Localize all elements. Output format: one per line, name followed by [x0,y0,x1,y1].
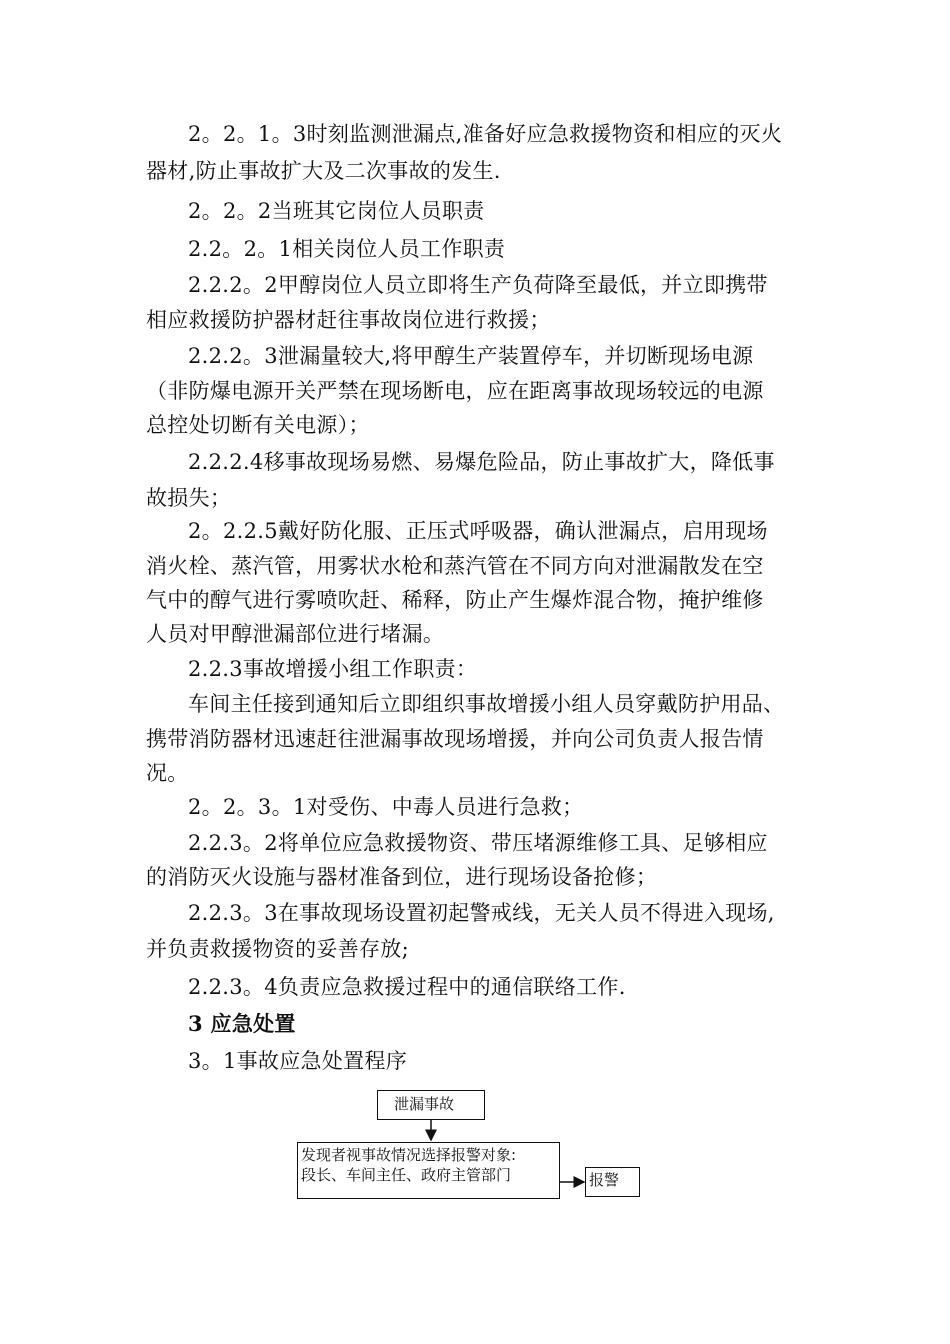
paragraph-line: 2.2.2。3泄漏量较大,将甲醇生产装置停车，并切断现场电源 [188,344,754,368]
paragraph-line: 2.2.2。2甲醇岗位人员立即将生产负荷降至最低，并立即携带 [188,273,768,297]
paragraph-line: 况。 [146,761,189,785]
paragraph-line: 2.2.2.4移事故现场易燃、易爆危险品，防止事故扩大，降低事 [188,450,775,474]
paragraph-line: 2。2。2当班其它岗位人员职责 [188,199,485,223]
paragraph-line: 2。2.2.5戴好防化服、正压式呼吸器，确认泄漏点，启用现场 [188,519,768,543]
paragraph-line: 人员对甲醇泄漏部位进行堵漏。 [146,622,445,646]
paragraph-line: 2.2.3事故增援小组工作职责： [188,657,478,681]
paragraph-line: 2.2.3。2将单位应急救援物资、带压堵源维修工具、足够相应 [188,831,768,855]
paragraph-line: 器材,防止事故扩大及二次事故的发生. [146,159,501,183]
flow-box-label: 报警 [589,1171,620,1189]
paragraph-line: 2.2.3。4负责应急救援过程中的通信联络工作. [188,975,626,999]
paragraph-line: 2。2。1。3时刻监测泄漏点,准备好应急救援物资和相应的灭火 [188,122,783,146]
paragraph-line: 2.2.3。3在事故现场设置初起警戒线，无关人员不得进入现场, [188,901,775,925]
paragraph-line: 的消防灭火设施与器材准备到位，进行现场设备抢修； [146,865,658,889]
section-heading: 3 应急处置 [188,1011,296,1036]
paragraph-line: 2.2。2。1相关岗位人员工作职责 [188,237,506,261]
paragraph-line: 相应救援防护器材赶往事故岗位进行救援； [146,308,551,332]
paragraph-line: 车间主任接到通知后立即组织事故增援小组人员穿戴防护用品、 [188,692,785,716]
paragraph-line: 故损失； [146,486,232,510]
paragraph-line: 气中的醇气进行雾喷吹赶、稀释，防止产生爆炸混合物，掩护维修 [146,588,764,612]
flow-box-label: 泄漏事故 [394,1095,455,1113]
paragraph-line: 2。2。3。1对受伤、中毒人员进行急救； [188,795,584,819]
paragraph-line: （非防爆电源开关严禁在现场断电，应在距离事故现场较远的电源 [146,379,764,403]
paragraph-line: 消火栓、蒸汽管，用雾状水枪和蒸汽管在不同方向对泄漏散发在空 [146,554,764,578]
flow-box-label: 段长、车间主任、政府主管部门 [301,1166,512,1184]
paragraph-line: 携带消防器材迅速赶往泄漏事故现场增援，并向公司负责人报告情 [146,727,764,751]
flow-box-label: 发现者视事故情况选择报警对象: [301,1146,517,1164]
paragraph-line: 总控处切断有关电源）； [146,413,370,437]
paragraph-line: 并负责救援物资的妥善存放; [146,937,409,961]
subsection-heading: 3。1事故应急处置程序 [188,1049,408,1073]
